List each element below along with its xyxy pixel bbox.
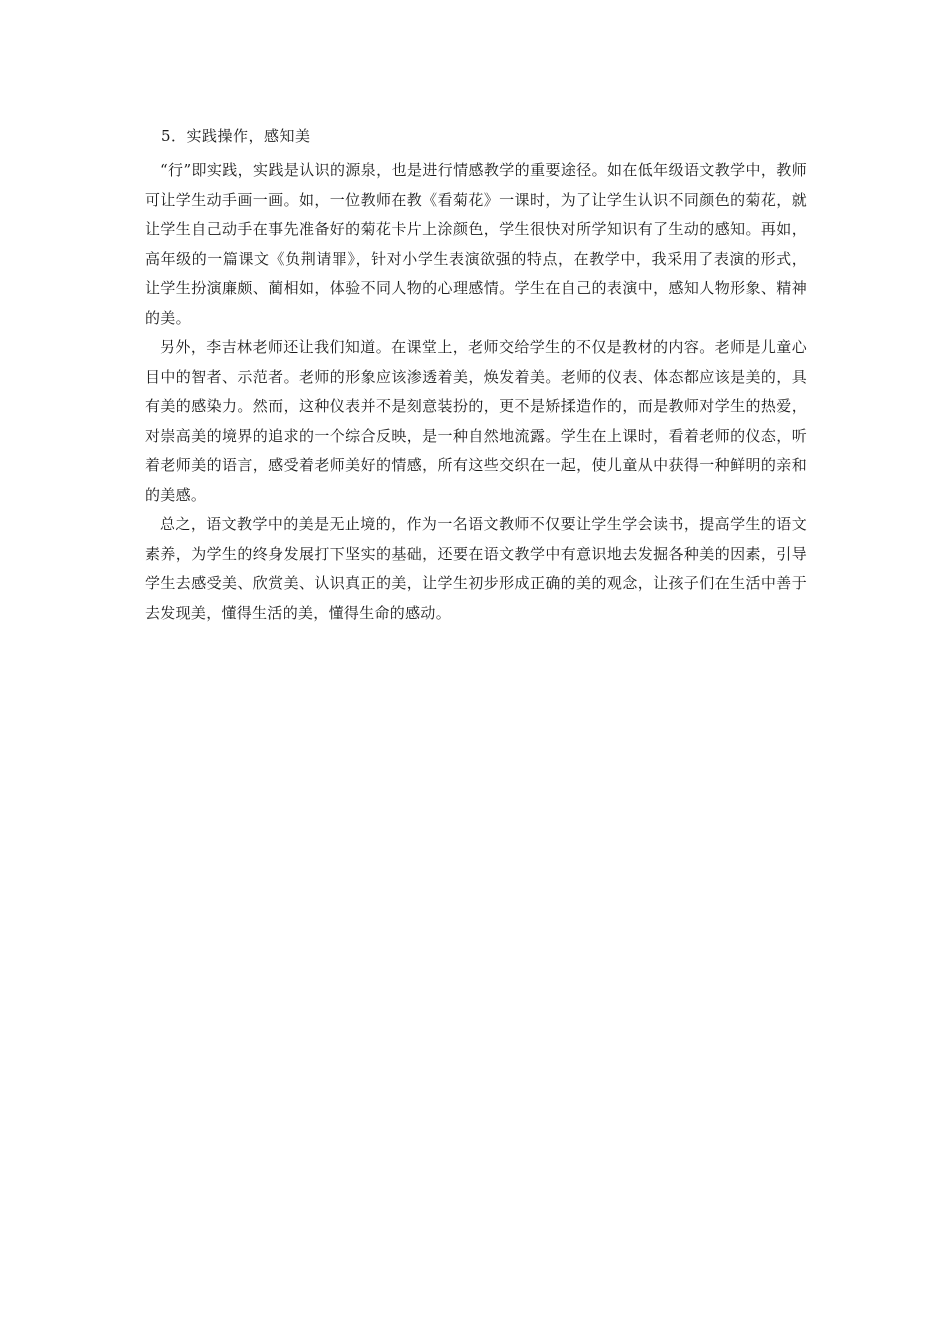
section-heading: 5．实践操作，感知美 (161, 127, 311, 145)
document-body (145, 122, 807, 628)
paragraph-practice: “行”即实践，实践是认识的源泉，也是进行情感教学的重要途径。如在低年级语文教学中，教师可让学生动手画一画。如，一位教师在教《看菊花》一课时，为了让学生认识不同颜色的菊花，就让学生自己动手在事先准备好的菊花卡片上涂颜色，学生很快对所学知识有了生动的感知。再如，高年级的一篇课文《负荆请罪》，针对小学生表演欲强的特点，在教学中，我采用了表演的形式，让学生扮演廉颇、蔺相如，体验不同人物的心理感情。学生在自己的表演中，感知人物形象、精神的美。 (145, 161, 807, 327)
paragraph-teacher-image: 另外，李吉林老师还让我们知道。在课堂上，老师交给学生的不仅是教材的内容。老师是儿童心目中的智者、示范者。老师的形象应该渗透着美，焕发着美。老师的仪表、体态都应该是美的，具有美的感染力。然而，这种仪表并不是刻意装扮的，更不是矫揉造作的，而是教师对学生的热爱，对崇高美的境界的追求的一个综合反映，是一种自然地流露。学生在上课时，看着老师的仪态，听着老师美的语言，感受着老师美好的情感，所有这些交织在一起，使儿童从中获得一种鲜明的亲和的美感。 (145, 338, 807, 504)
paragraph-conclusion: 总之，语文教学中的美是无止境的，作为一名语文教师不仅要让学生学会读书，提高学生的语文素养，为学生的终身发展打下坚实的基础，还要在语文教学中有意识地去发掘各种美的因素，引导学生去感受美、欣赏美、认识真正的美，让学生初步形成正确的美的观念，让孩子们在生活中善于去发现美，懂得生活的美，懂得生命的感动。 (145, 515, 807, 622)
